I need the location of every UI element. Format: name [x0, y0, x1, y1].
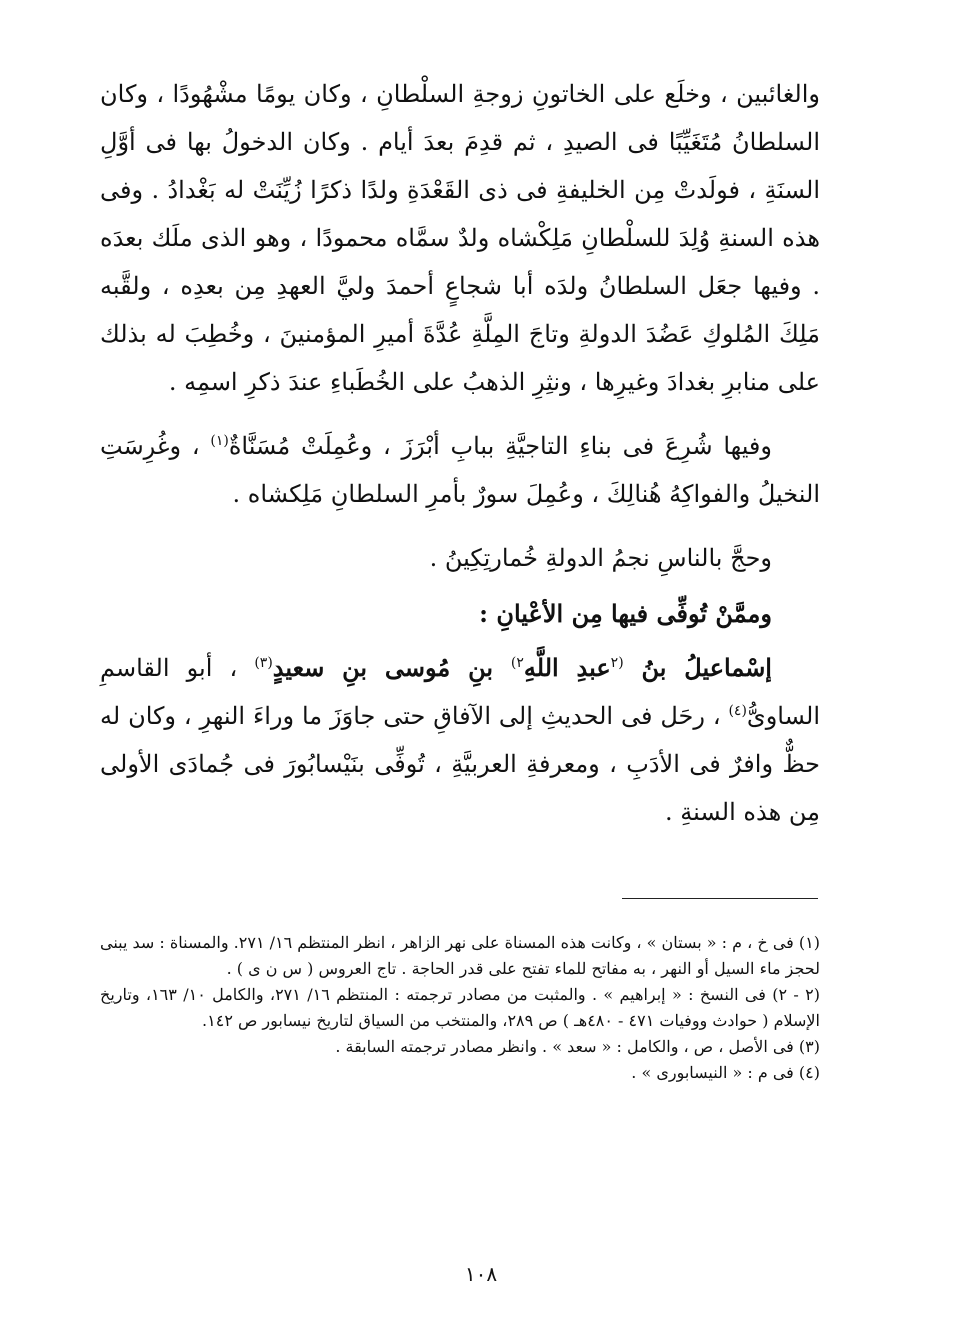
footnote-4: (٤) فى م : « النيسابورى » .	[631, 1063, 820, 1082]
footnote-3: (٣) فى الأصل ، ص ، والكامل : « سعد » . وانظر مصادر ترجمته السابقة .	[335, 1037, 820, 1056]
footnotes	[100, 930, 820, 1086]
footnote-ref-1[interactable]: (١)	[210, 433, 229, 449]
paragraph-3: وحجَّ بالناسِ نجمُ الدولةِ خُمارتِكِينُ .	[429, 544, 772, 572]
footnote-ref-3[interactable]: (٣)	[254, 655, 273, 671]
paragraph-2-text-b: ، وغُرِسَتِ النخيلُ والفواكِهُ هُنالِكَ ، وعُمِلَ سورٌ بأمرِ السلطانِ مَلِكشاه .	[100, 432, 820, 508]
bio-name-part-1: إسْماعيلُ بنُ	[623, 653, 772, 682]
page-number: ١٠٨	[464, 1262, 498, 1286]
bio-text-b: ، رحَل فى الحديثِ إلى الآفاقِ حتى جاوَزَ ما وراءَ النهرِ ، وكان له حظٌّ وافرٌ فى الأدَبِ ، ومعرفةِ العربيَّةِ ، تُوفِّى بنَيْسابُورَ فى جُمادَى الأولى مِن هذه السنةِ .	[100, 702, 820, 826]
footnote-ref-2-close[interactable]: ٢)	[510, 655, 524, 671]
bio-name-part-3: بنِ مُوسى بنِ سعيدٍ	[272, 653, 511, 682]
footnote-ref-2-open[interactable]: (٢	[610, 655, 624, 671]
paragraph-1: والغائبين ، وخلَع على الخاتونِ زوجةِ السلْطانِ ، وكان يومًا مشْهُودًا ، وكان السلطانُ مُتَغَيِّبًا فى الصيدِ ، ثم قدِمَ بعدَ أيام . وكان الدخولُ بها فى أوَّلِ السنَةِ ، فولَدتْ مِن الخليفةِ فى ذى القَعْدَةِ ولدًا ذكرًا زُيِّنَتْ له بَغْدادُ . وفى هذه السنةِ وُلِدَ للسلْطانِ مَلِكْشاه ولدٌ سمَّاه محمودًا ، وهو الذى ملَك بعدَه . وفيها جعَل السلطانُ ولدَه أبا شجاعٍ أحمدَ وليَّ العهدِ مِن بعدِه ، ولقَّبه مَلِكَ المُلوكِ عَضُدَ الدولةِ وتاجَ المِلَّةِ عُدَّةَ أميرِ المؤمنينَ ، وخُطِبَ له بذلك على منابرِ بغدادَ وغيرِها ، ونثِرِ الذهبُ على الخُطَباءِ عندَ ذكرِ اسمِه .	[100, 80, 821, 396]
bio-text-a: ، أبو القاسمِ الساوىُّ	[100, 654, 820, 730]
footnote-ref-4[interactable]: (٤)	[728, 703, 747, 719]
section-heading: وممَّنْ تُوفِّى فيها مِن الأعْيانِ :	[479, 599, 772, 628]
biography-entry	[100, 644, 820, 836]
footnote-1: (١) فى خ ، م : « بستان » ، وكانت هذه المسناة على نهر الزاهر ، انظر المنتظم ١٦/ ٢٧١. والمسناة : سد يبنى لحجز ماء السيل أو النهر ، به مفاتح للماء تفتح على قدر الحاجة . تاج العروس ( س ن ى ) .	[100, 933, 820, 978]
main-text	[100, 70, 820, 836]
bio-name-part-2: عبدِ اللَّهِ	[523, 653, 611, 682]
paragraph-2	[100, 422, 820, 518]
paragraph-2-text-a: وفيها شُرِعَ فى بناءِ التاجيَّةِ ببابِ أبْرَزَ ، وعُمِلَتْ مُسَنَّاةٌ	[228, 432, 772, 460]
footnote-2: (٢ - ٢) فى النسخ : « إبراهيم » . والمثبت من مصادر ترجمته : المنتظم ١٦/ ٢٧١، والكامل ١٠/ ١٦٣، وتاريخ الإسلام ( حوادث ووفيات ٤٧١ - ٤٨٠هـ ) ص ٢٨٩، والمنتخب من السياق لتاريخ نيسابور ص ١٤٢.	[100, 985, 821, 1030]
footnote-separator	[622, 898, 818, 899]
